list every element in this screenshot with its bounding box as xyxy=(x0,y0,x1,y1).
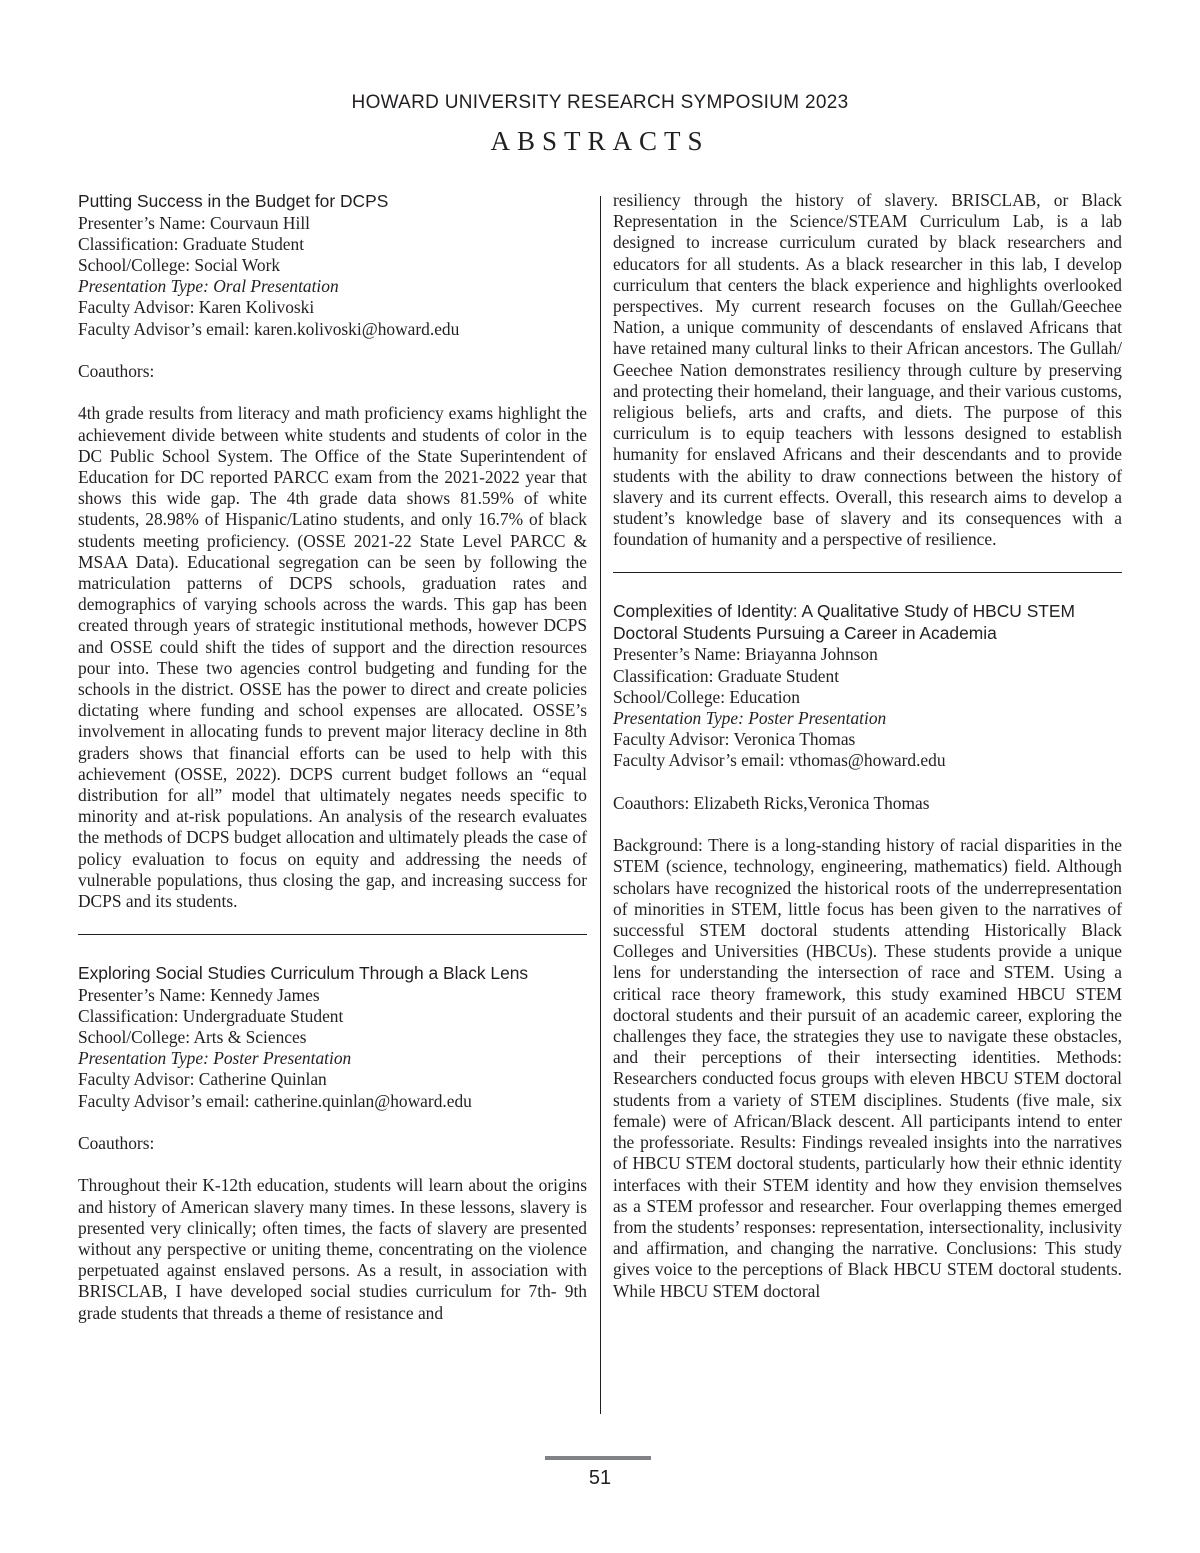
coauthors: Coauthors: xyxy=(78,360,155,381)
abstract-3 xyxy=(613,601,1122,1301)
section-title: ABSTRACTS xyxy=(490,126,710,156)
faculty-advisor-email: Faculty Advisor’s email: karen.kolivoski@howard.edu xyxy=(78,318,460,339)
right-column xyxy=(613,190,1122,1302)
symposium-title: HOWARD UNIVERSITY RESEARCH SYMPOSIUM 2023 xyxy=(351,92,849,113)
presentation-type: Presentation Type: Oral Presentation xyxy=(78,276,339,297)
section-divider xyxy=(613,572,1122,573)
abstract-body-continued: resiliency through the history of slavery. BRISCLAB, or Black Representation in the Science/STEAM Curriculum Lab, is a lab designed to increase curriculum curated by black researchers and educators for all students. As a black researcher in this lab, I develop curriculum that centers the black experience and highlights overlooked perspectives. My current research focuses on the Gullah/Geechee Nation, a unique community of descendants of enslaved Africans that have retained many cultural links to their African ancestors. The Gullah/ Geechee Nation demonstrates resiliency through culture by preserving and protecting their homeland, their language, and their various customs, religious beliefs, arts and crafts, and diets. The purpose of this curriculum is to equip teachers with lessons designed to establish humanity for enslaved Africans and their descendants and to provide students with the ability to draw connections between the history of slavery and its current effects. Overall, this research aims to develop a student’s knowledge base of slavery and its consequences with a foundation of humanity and a perspective of resilience. xyxy=(613,190,1122,550)
left-column xyxy=(78,191,587,1324)
school-college: School/College: Education xyxy=(613,686,800,707)
abstract-2 xyxy=(78,963,587,1324)
presentation-type: Presentation Type: Poster Presentation xyxy=(613,708,887,729)
faculty-advisor: Faculty Advisor: Catherine Quinlan xyxy=(78,1069,327,1090)
presentation-type: Presentation Type: Poster Presentation xyxy=(78,1048,352,1069)
abstract-body: 4th grade results from literacy and math proficiency exams highlight the achievement divide between white students and students of color in the DC Public School System. The Office of the State Superintendent of Education for DC reported PARCC exam from the 2021-2022 year that shows this wide gap. The 4th grade data shows 81.59% of white students, 28.98% of Hispanic/Latino students, and only 16.7% of black students meeting proficiency. (OSSE 2021-22 State Level PARCC & MSAA Data). Educational segregation can be seen by following the matriculation patterns of DCPS schools, graduation rates and demographics of varying schools across the wards. This gap has been created through years of strategic institutional methods, however DCPS and OSSE could shift the tides of support and the direction resources pour into. These two agencies control budgeting and funding for the schools in the district. OSSE has the power to direct and create policies dictating where funding and school expenses are allocated. OSSE’s involvement in allocating funds to prevent major literacy decline in 8th graders shows that financial efforts can be used to help with this achievement (OSSE, 2022). DCPS current budget follows an “equal distribution for all” model that ultimately negates needs specific to minority and at-risk populations. An analysis of the research evaluates the methods of DCPS budget allocation and ultimately pleads the case of policy evaluation to focus on equity and addressing the needs of vulnerable populations, thus closing the gap, and increasing success for DCPS and its students. xyxy=(78,403,587,911)
abstract-title: Exploring Social Studies Curriculum Through a Black Lens xyxy=(78,963,529,984)
school-college: School/College: Arts & Sciences xyxy=(78,1027,307,1048)
abstract-title: Complexities of Identity: A Qualitative Study of HBCU STEM Doctoral Students Pursuing a Career in Academia xyxy=(613,601,1076,643)
classification: Classification: Graduate Student xyxy=(613,665,840,686)
footer-bar xyxy=(545,1456,651,1460)
abstract-body: Background: There is a long-standing history of racial disparities in the STEM (science, technology, engineering, mathematics) field. Although scholars have recognized the historical roots of the underrepresentation of minorities in STEM, little focus has been given to the narratives of successful STEM doctoral students attending Historically Black Colleges and Universities (HBCUs). These students provide a unique lens for understanding the intersection of race and STEM. Using a critical race theory framework, this study examined HBCU STEM doctoral students and their pursuit of an academic career, exploring the challenges they face, the strategies they use to navigate these obstacles, and their perceptions of their intersecting identities. Methods: Researchers conducted focus groups with eleven HBCU STEM doctoral students from a variety of STEM disciplines. Students (five male, six female) were of African/Black descent. All participants intend to enter the professoriate. Results: Findings revealed insights into the narratives of HBCU STEM doctoral students, particularly how their ethnic identity interfaces with their STEM identity and how they envision themselves as a STEM professor and researcher. Four overlapping themes emerged from the students’ responses: representation, intersectionality, inclusivity and affirmation, and changing the narrative. Conclusions: This study gives voice to the perceptions of Black HBCU STEM doctoral students. While HBCU STEM doctoral xyxy=(613,835,1122,1301)
abstract-1 xyxy=(78,191,587,912)
faculty-advisor: Faculty Advisor: Veronica Thomas xyxy=(613,729,856,750)
abstract-body: Throughout their K-12th education, students will learn about the origins and history of American slavery many times. In these lessons, slavery is presented very clinically; often times, the facts of slavery are presented without any perspective or uniting theme, concentrating on the violence perpetuated against enslaved persons. As a result, in association with BRISCLAB, I have developed social studies curriculum for 7th- 9th grade students that threads a theme of resistance and xyxy=(78,1175,587,1323)
presenter-name: Presenter’s Name: Kennedy James xyxy=(78,984,320,1005)
abstract-title: Putting Success in the Budget for DCPS xyxy=(78,191,389,211)
section-divider xyxy=(78,934,587,935)
classification: Classification: Graduate Student xyxy=(78,233,305,254)
faculty-advisor: Faculty Advisor: Karen Kolivoski xyxy=(78,297,315,318)
coauthors: Coauthors: xyxy=(78,1133,155,1154)
column-divider xyxy=(600,196,601,1414)
faculty-advisor-email: Faculty Advisor’s email: catherine.quinlan@howard.edu xyxy=(78,1090,472,1111)
coauthors: Coauthors: Elizabeth Ricks,Veronica Thomas xyxy=(613,792,930,813)
faculty-advisor-email: Faculty Advisor’s email: vthomas@howard.edu xyxy=(613,750,946,771)
classification: Classification: Undergraduate Student xyxy=(78,1005,344,1026)
school-college: School/College: Social Work xyxy=(78,254,281,275)
page-number: 51 xyxy=(588,1467,612,1489)
presenter-name: Presenter’s Name: Courvaun Hill xyxy=(78,212,310,233)
presenter-name: Presenter’s Name: Briayanna Johnson xyxy=(613,644,878,665)
